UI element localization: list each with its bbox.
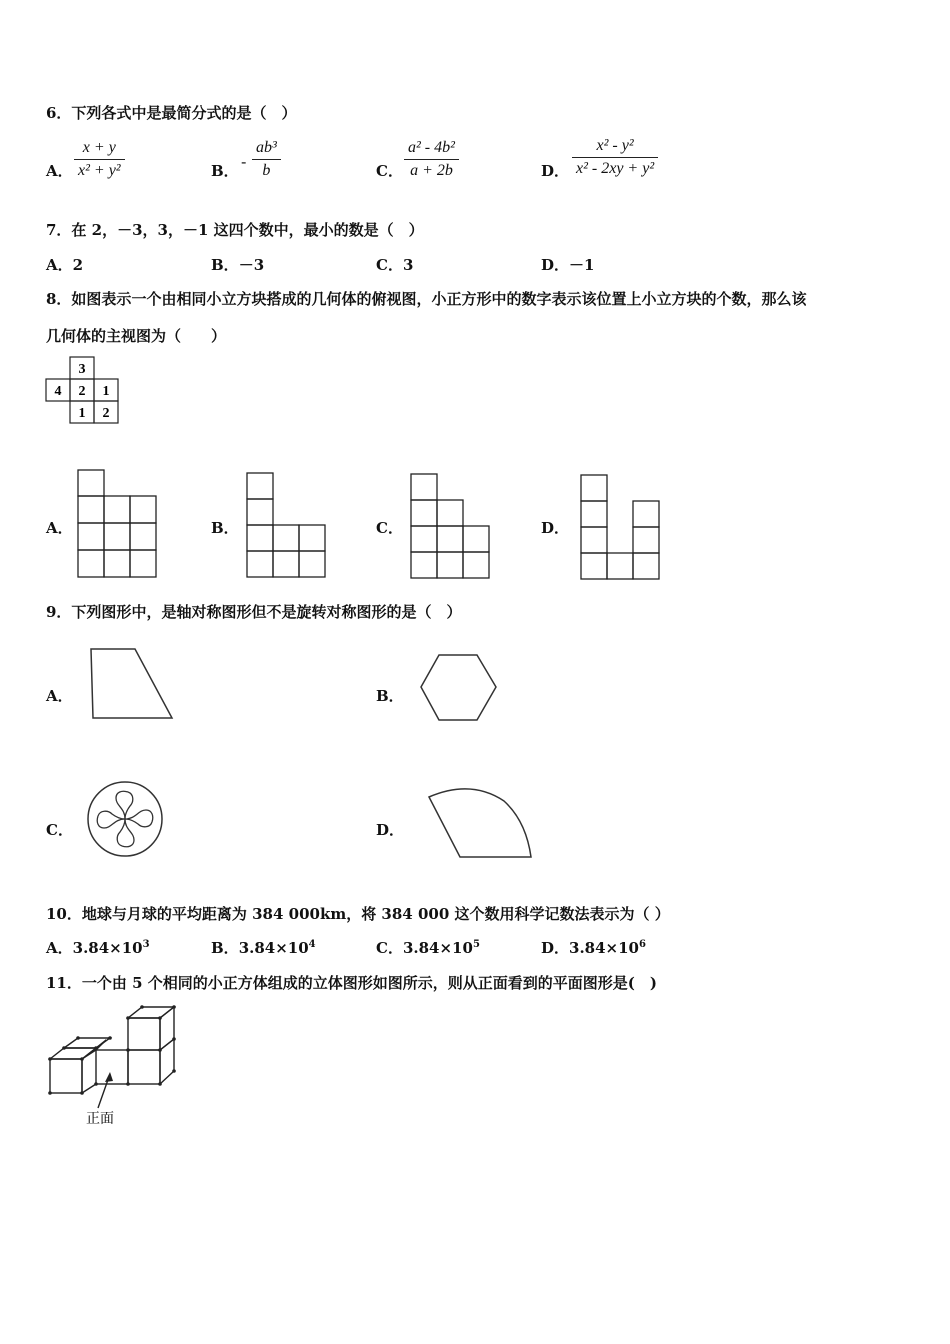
q8-option-d-figure[interactable] <box>580 474 662 582</box>
q10-option-d[interactable] <box>541 937 646 958</box>
q10-a-exp: 3 <box>142 939 150 950</box>
q10-c-exp: 5 <box>472 939 480 950</box>
q6-a-numerator: x + y <box>74 139 125 160</box>
q7-c-label: C． <box>376 256 403 274</box>
q11-caption: 正面 <box>86 1111 114 1127</box>
q10-option-b[interactable] <box>211 937 316 958</box>
q10-option-c[interactable] <box>376 937 480 958</box>
q6-a-denominator: x² + y² <box>78 162 121 179</box>
q8-option-a-figure[interactable] <box>77 469 159 579</box>
q6-option-b-label[interactable]: B． <box>211 162 239 180</box>
q10-b-exp: 4 <box>308 939 316 950</box>
q7-option-d[interactable] <box>541 254 594 275</box>
q6-option-d-label[interactable]: D． <box>541 162 570 180</box>
q8-stem-line2: 几何体的主视图为（ ） <box>46 327 227 345</box>
q9-stem: 9．下列图形中，是轴对称图形但不是旋转对称图形的是（ ） <box>46 603 462 621</box>
q9-option-c-pinwheel[interactable] <box>86 780 166 860</box>
q7-d-label: D． <box>541 256 570 274</box>
q11-stem: 11．一个由 5 个相同的小正方体组成的立体图形如图所示，则从正面看到的平面图形是( ) <box>46 974 657 992</box>
q7-c-text: 3 <box>402 256 414 274</box>
q9-option-b-label[interactable]: B． <box>376 687 404 705</box>
q8-option-b-figure[interactable] <box>246 472 328 580</box>
q8-option-a-label[interactable]: A． <box>46 519 73 537</box>
q7-a-label: A． <box>46 256 73 274</box>
q10-d-label: D． <box>541 939 570 957</box>
q6-c-denominator: a + 2b <box>410 162 453 179</box>
q6-option-a-label[interactable]: A． <box>46 162 73 180</box>
q8-top-cell-2: 2 <box>78 384 86 399</box>
q8-option-b-label[interactable]: B． <box>211 519 239 537</box>
q8-top-cell-4: 4 <box>54 384 62 399</box>
q8-top-cell-1b: 1 <box>78 406 86 421</box>
q6-stem: 6．下列各式中是最简分式的是（ ） <box>46 104 297 122</box>
q9-option-d-sector[interactable] <box>426 787 536 863</box>
q6-d-numerator: x² - y² <box>572 137 658 158</box>
q7-option-c[interactable] <box>376 254 413 275</box>
q10-c-base: 3.84×10 <box>402 939 473 957</box>
q7-stem: 7．在 2，－3，3，－1 这四个数中，最小的数是（ ） <box>46 221 424 239</box>
q8-top-cell-3: 3 <box>78 362 86 377</box>
q10-option-a[interactable] <box>46 937 150 958</box>
q10-stem: 10．地球与月球的平均距离为 384 000km，将 384 000 这个数用科学记数法表示为（ ） <box>46 905 670 923</box>
q10-b-label: B． <box>211 939 239 957</box>
q6-option-a-fraction <box>74 139 125 180</box>
q8-option-c-figure[interactable] <box>410 473 492 581</box>
q8-top-view-grid <box>46 356 126 428</box>
q6-b-denominator: b <box>262 162 271 179</box>
q8-top-cell-2b: 2 <box>102 406 110 421</box>
q7-a-text: 2 <box>72 256 84 274</box>
q6-b-sign: - <box>241 152 247 171</box>
q7-option-a[interactable] <box>46 254 83 275</box>
q6-option-b-fraction <box>252 139 281 180</box>
q7-b-label: B． <box>211 256 239 274</box>
q9-option-b-hexagon[interactable] <box>419 653 499 723</box>
q9-option-c-label[interactable]: C． <box>46 821 73 839</box>
q6-d-denominator: x² - 2xy + y² <box>576 160 655 177</box>
q6-c-numerator: a² - 4b² <box>404 139 459 160</box>
q9-option-a-trapezoid[interactable] <box>88 646 178 722</box>
q8-option-c-label[interactable]: C． <box>376 519 403 537</box>
q6-option-c-label[interactable]: C． <box>376 162 403 180</box>
q6-b-numerator: ab³ <box>252 139 281 160</box>
q9-option-a-label[interactable]: A． <box>46 687 73 705</box>
q8-top-cell-1: 1 <box>102 384 110 399</box>
q10-d-base: 3.84×10 <box>569 939 639 957</box>
q10-c-label: C． <box>376 939 403 957</box>
q7-option-b[interactable] <box>211 254 264 275</box>
q6-option-d-fraction <box>572 137 658 178</box>
q8-stem-line1: 8．如图表示一个由相同小立方块搭成的几何体的俯视图，小正方形中的数字表示该位置上小立方块的个数，那么该 <box>46 290 807 308</box>
q10-d-exp: 6 <box>639 939 646 950</box>
q10-b-base: 3.84×10 <box>238 939 309 957</box>
q10-a-base: 3.84×10 <box>72 939 143 957</box>
q7-b-text: －3 <box>238 256 265 274</box>
q7-d-text: －1 <box>569 256 595 274</box>
q6-option-c-fraction <box>404 139 459 180</box>
q9-option-d-label[interactable]: D． <box>376 821 405 839</box>
q8-option-d-label[interactable]: D． <box>541 519 570 537</box>
q11-cube-figure <box>46 1004 181 1130</box>
q10-a-label: A． <box>46 939 73 957</box>
